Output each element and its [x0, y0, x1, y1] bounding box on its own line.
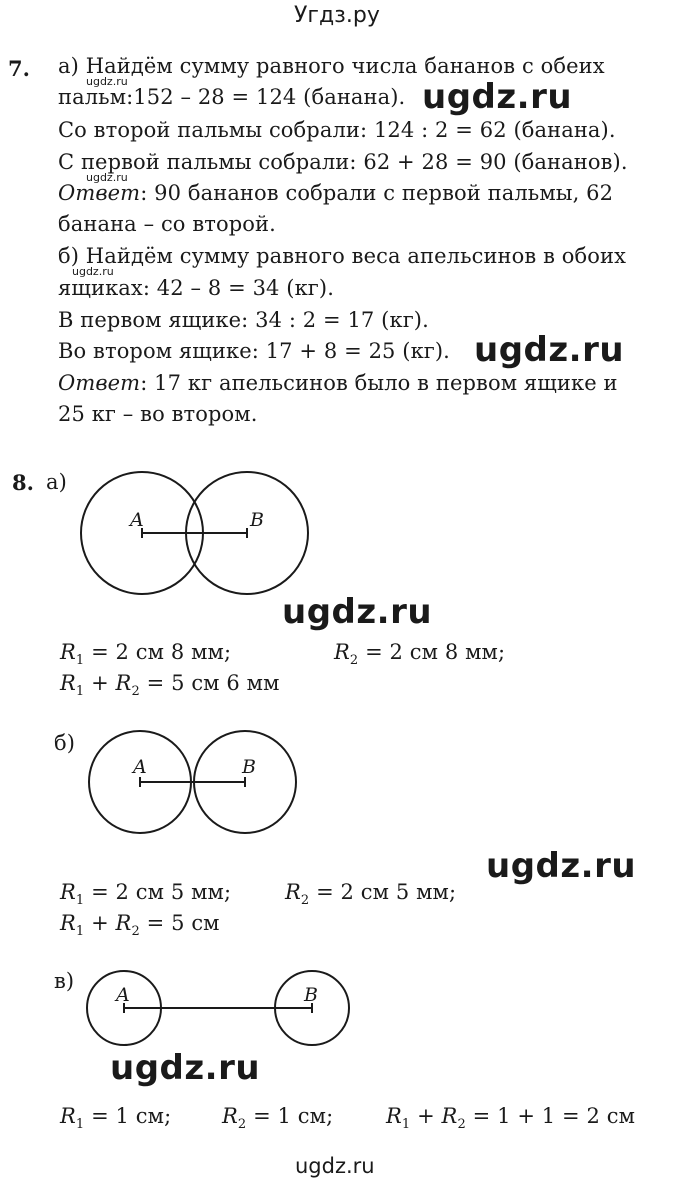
watermark-small: ugdz.ru — [72, 265, 114, 278]
watermark: ugdz.ru — [486, 846, 637, 886]
watermark: ugdz.ru — [422, 77, 573, 117]
point-b-label: B — [250, 509, 264, 531]
watermark-small: ugdz.ru — [86, 171, 128, 184]
task-7-line-1: а) Найдём сумму равного числа бананов с обеих — [58, 54, 605, 78]
task-7-answer-b — [58, 371, 618, 395]
answer-label: Ответ — [58, 181, 141, 205]
task-7-line-2: пальм:152 – 28 = 124 (банана). — [58, 85, 406, 109]
answer-label: Ответ — [58, 371, 141, 395]
watermark: ugdz.ru — [282, 592, 433, 632]
task-7-number: 7. — [8, 56, 30, 81]
page-header-title: Угдз.ру — [294, 3, 380, 28]
task-7-line-12: 25 кг – во втором. — [58, 402, 258, 426]
task-8b-r2: $R_2 = 2$ см 5 мм; — [285, 880, 457, 909]
task-8a-r1: $R_1 = 2$ см 8 мм; — [60, 640, 232, 669]
task-7-line-10: Во втором ящике: 17 + 8 = 25 (кг). — [58, 339, 450, 363]
watermark: ugdz.ru — [474, 330, 625, 370]
task-8b-r1: $R_1 = 2$ см 5 мм; — [60, 880, 232, 909]
point-b-label: B — [304, 984, 318, 1006]
task-8b-label: б) — [54, 731, 76, 755]
task-8c-r2: $R_2 = 1$ см; — [222, 1104, 334, 1133]
point-a-label: A — [116, 984, 130, 1006]
task-7-line-8: ящиках: 42 – 8 = 34 (кг). — [58, 276, 334, 300]
watermark: ugdz.ru — [110, 1048, 261, 1088]
point-a-label: A — [133, 756, 147, 778]
answer-sep: : — [140, 371, 155, 395]
task-7-line-4: С первой пальмы собрали: 62 + 28 = 90 (бананов). — [58, 150, 628, 174]
task-8a-label: а) — [46, 470, 67, 494]
answer-sep: : — [140, 181, 155, 205]
point-b-label: B — [242, 756, 256, 778]
task-8c-r1: $R_1 = 1$ см; — [60, 1104, 172, 1133]
task-7-line-9: В первом ящике: 34 : 2 = 17 (кг). — [58, 308, 429, 332]
task-7-line-5: 90 бананов собрали с первой пальмы, 62 — [154, 181, 614, 205]
figure-8a — [60, 470, 320, 620]
figure-8c — [84, 970, 356, 1050]
task-8c-sum: $R_1 + R_2 = 1 + 1 = 2$ см — [386, 1104, 636, 1133]
task-8a-sum: $R_1 + R_2 = 5$ см 6 мм — [60, 671, 280, 700]
task-7-line-3: Со второй пальмы собрали: 124 : 2 = 62 (банана). — [58, 118, 616, 142]
task-7-answer-a — [58, 181, 613, 205]
task-7-line-6: банана – со второй. — [58, 212, 276, 236]
task-8a-r2: $R_2 = 2$ см 8 мм; — [334, 640, 506, 669]
task-7-line-11: 17 кг апельсинов было в первом ящике и — [154, 371, 618, 395]
figure-8b — [86, 730, 302, 842]
point-a-label: A — [130, 509, 144, 531]
task-8-number: 8. — [12, 470, 34, 495]
watermark-small: ugdz.ru — [86, 75, 128, 88]
page-footer: ugdz.ru — [295, 1154, 375, 1178]
task-8b-sum: $R_1 + R_2 = 5$ см — [60, 911, 220, 940]
task-8c-label: в) — [54, 969, 75, 993]
task-7-line-7: б) Найдём сумму равного веса апельсинов в обоих — [58, 244, 627, 268]
